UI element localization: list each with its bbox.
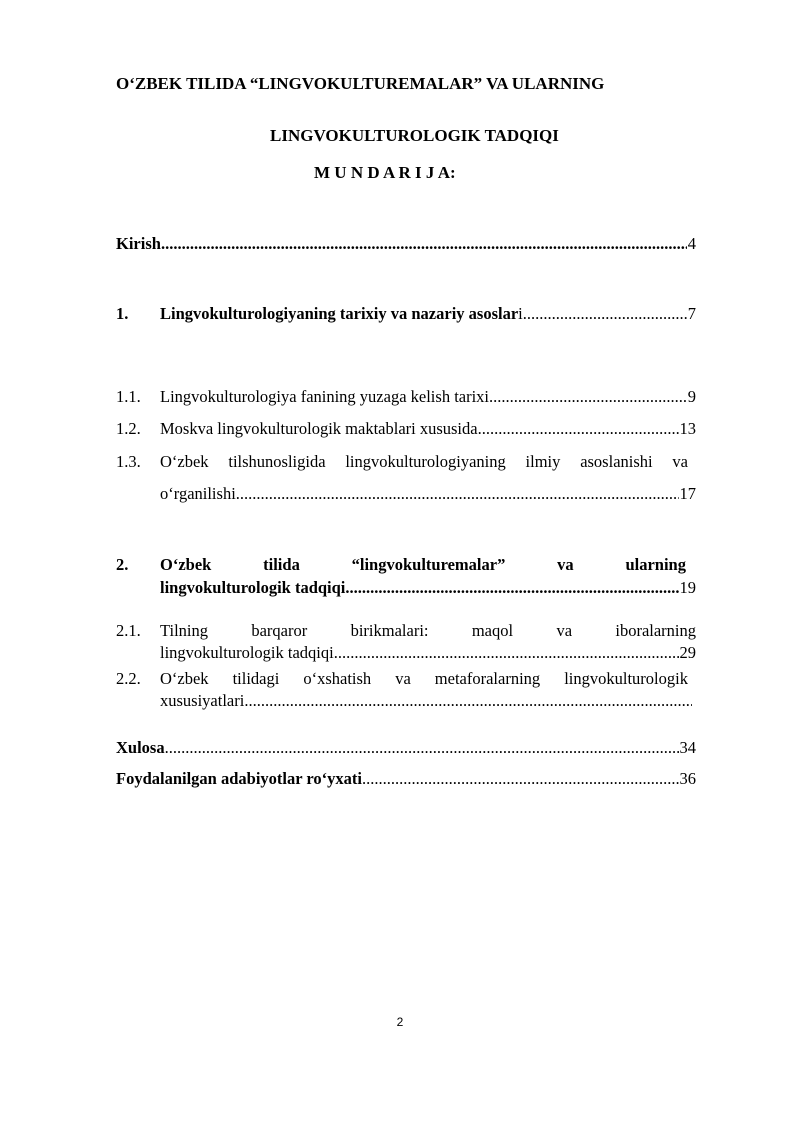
toc-label-line-2: lingvokulturologik tadqiqi [160,578,346,597]
toc-label: Foydalanilgan adabiyotlar ro‘yxati [116,769,363,788]
toc-number: 1.3. [116,452,141,471]
toc-label: Moskva lingvokulturologik maktablari xususida [160,419,478,438]
toc-page: 17 [679,484,696,503]
toc-word: O‘zbek [160,555,212,574]
toc-page: 19 [679,578,696,597]
toc-label-line-2: xususiyatlari [160,691,245,710]
toc-word: Tilning [160,621,209,640]
toc-number: 2. [116,555,129,574]
toc-leader [362,768,678,790]
toc-leader [345,577,678,599]
toc-label-line-1 [160,554,686,576]
document-title-line-1: O‘ZBEK TILIDA “LINGVOKULTUREMALAR” VA ULARNING [116,74,605,93]
toc-word: birikmalari: [350,621,429,640]
toc-entry-section-1-1 [116,386,696,408]
toc-label: Lingvokulturologiyaning tarixiy va nazariy asoslar [160,304,519,323]
toc-word: O‘zbek [160,452,209,471]
toc-label-line-1 [160,620,696,642]
toc-label: Lingvokulturologiya fanining yuzaga kelish tarixi [160,387,490,406]
toc-entry-conclusion [116,737,696,759]
toc-number: 1.1. [116,387,141,406]
toc-entry-section-1-3 [116,451,696,505]
toc-word: va [556,621,573,640]
toc-leader [523,303,687,325]
toc-word: o‘xshatish [303,669,372,688]
toc-page: 34 [679,738,696,757]
toc-entry-section-2-2 [116,668,696,712]
toc-word: barqaror [251,621,308,640]
toc-leader [334,642,679,664]
toc-number: 1.2. [116,419,141,438]
toc-word: tilshunosligida [228,452,326,471]
toc-page: 29 [679,643,696,662]
toc-word: lingvokulturologik [564,669,688,688]
toc-word: ilmiy [525,452,561,471]
toc-page: 13 [679,419,696,438]
toc-word: va [395,669,411,688]
toc-page: 36 [679,769,696,788]
toc-label: Kirish [116,234,161,253]
toc-entry-section-2-1 [116,620,696,664]
toc-word: tilidagi [232,669,280,688]
toc-label-line-2: lingvokulturologik tadqiqi [160,643,334,662]
toc-heading: M U N D A R I J A: [314,163,456,182]
toc-page: 4 [687,234,696,253]
toc-entry-chapter-1 [116,303,696,325]
toc-leader [161,233,687,255]
toc-leader [478,418,679,440]
toc-leader [236,483,679,505]
toc-word: asoslanishi [580,452,653,471]
toc-number: 1. [116,304,129,323]
toc-number: 2.1. [116,621,141,640]
toc-page: 7 [687,304,696,323]
toc-word: O‘zbek [160,669,209,688]
document-title-line-2: LINGVOKULTUROLOGIK TADQIQI [270,126,559,145]
toc-word: lingvokulturologiyaning [345,452,506,471]
toc-word: maqol [471,621,514,640]
page-number: 2 [396,1015,404,1029]
toc-word: iboralarning [615,621,696,640]
toc-leader [489,386,687,408]
toc-word: va [557,555,574,574]
toc-word: tilida [263,555,300,574]
toc-entry-chapter-2 [116,554,696,599]
toc-word: “lingvokulturemalar” [351,555,506,574]
toc-word: ularning [625,555,686,574]
toc-leader [244,690,692,712]
toc-word: metaforalarning [434,669,541,688]
toc-number: 2.2. [116,669,141,688]
toc-label-line-1 [160,451,688,473]
toc-label: Xulosa [116,738,165,757]
toc-label-line-1 [160,668,688,690]
toc-label-line-2: o‘rganilishi [160,484,236,503]
toc-word: va [672,452,688,471]
toc-entry-references [116,768,696,790]
toc-entry-section-1-2 [116,418,696,440]
toc-page: 9 [687,387,696,406]
toc-entry-intro [116,233,696,255]
toc-label-tail: i [518,304,523,323]
toc-leader [165,737,679,759]
